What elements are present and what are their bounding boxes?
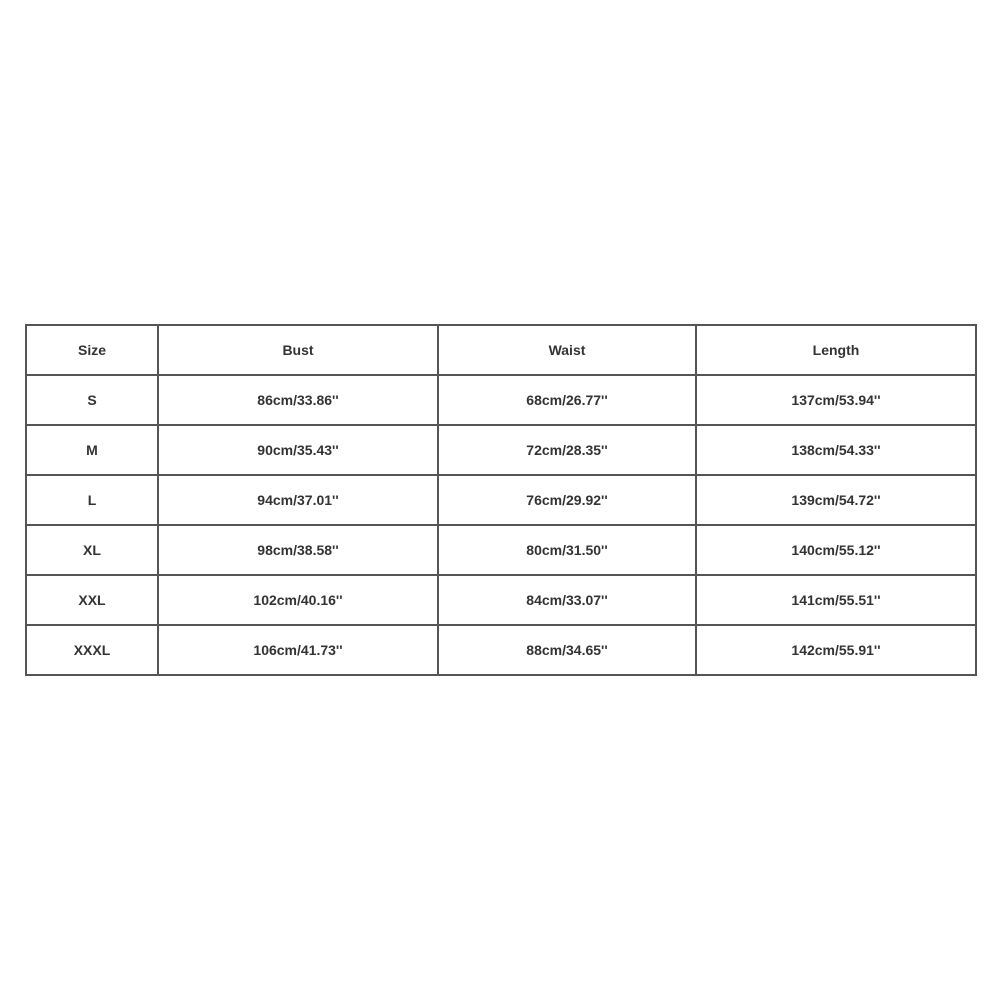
cell-size: XXL [26, 575, 158, 625]
cell-bust: 94cm/37.01'' [158, 475, 438, 525]
table-row [26, 525, 976, 575]
cell-length: 142cm/55.91'' [696, 625, 976, 675]
table-row [26, 625, 976, 675]
cell-waist: 84cm/33.07'' [438, 575, 696, 625]
cell-size: M [26, 425, 158, 475]
cell-size: XXXL [26, 625, 158, 675]
table-row [26, 475, 976, 525]
table-row [26, 375, 976, 425]
cell-length: 139cm/54.72'' [696, 475, 976, 525]
cell-length: 141cm/55.51'' [696, 575, 976, 625]
cell-size: XL [26, 525, 158, 575]
cell-length: 138cm/54.33'' [696, 425, 976, 475]
header-waist: Waist [438, 325, 696, 375]
cell-bust: 86cm/33.86'' [158, 375, 438, 425]
cell-bust: 90cm/35.43'' [158, 425, 438, 475]
cell-waist: 88cm/34.65'' [438, 625, 696, 675]
cell-bust: 106cm/41.73'' [158, 625, 438, 675]
table-row [26, 575, 976, 625]
header-row [26, 325, 976, 375]
cell-waist: 72cm/28.35'' [438, 425, 696, 475]
cell-bust: 98cm/38.58'' [158, 525, 438, 575]
cell-size: S [26, 375, 158, 425]
cell-waist: 76cm/29.92'' [438, 475, 696, 525]
size-chart-table [25, 324, 977, 676]
cell-length: 140cm/55.12'' [696, 525, 976, 575]
header-bust: Bust [158, 325, 438, 375]
cell-length: 137cm/53.94'' [696, 375, 976, 425]
header-size: Size [26, 325, 158, 375]
table-row [26, 425, 976, 475]
table-body [26, 375, 976, 675]
cell-bust: 102cm/40.16'' [158, 575, 438, 625]
cell-size: L [26, 475, 158, 525]
table-header [26, 325, 976, 375]
header-length: Length [696, 325, 976, 375]
cell-waist: 68cm/26.77'' [438, 375, 696, 425]
cell-waist: 80cm/31.50'' [438, 525, 696, 575]
